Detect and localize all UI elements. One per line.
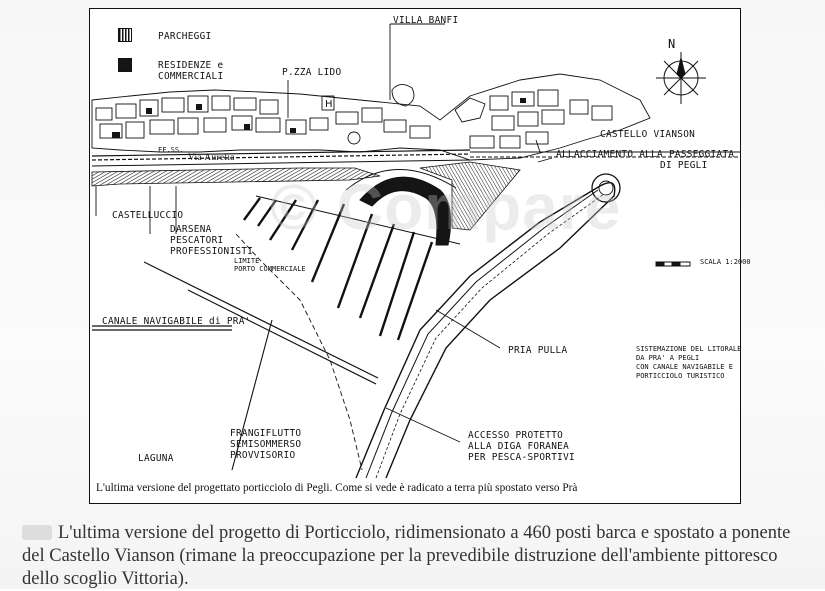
legend-residenze-text: RESIDENZE e COMMERCIALI <box>158 60 224 82</box>
svg-text:H: H <box>325 99 333 110</box>
legend-residenze-label <box>158 60 223 82</box>
label-laguna: LAGUNA <box>138 453 174 464</box>
label-scala: SCALA 1:2000 <box>700 258 751 266</box>
sistemazione-line: SISTEMAZIONE DEL LITORALE <box>636 345 742 353</box>
label-villa-banfi: VILLA BANFI <box>393 15 459 26</box>
watermark: © Compare <box>270 171 622 243</box>
label-accesso-3: PER PESCA-SPORTIVI <box>468 452 575 463</box>
label-castello-vianson: CASTELLO VIANSON <box>600 129 696 140</box>
label-allacciamento-1: ALLACCIAMENTO ALLA PASSEGGIATA <box>556 149 735 160</box>
label-canale: CANALE NAVIGABILE di PRA' <box>102 316 251 327</box>
label-darsena-1: DARSENA <box>170 224 212 235</box>
label-frangiflutto-2: SEMISOMMERSO <box>230 439 302 450</box>
label-darsena-3: PROFESSIONISTI <box>170 246 254 257</box>
legend-parcheggi-label: PARCHEGGI <box>158 31 212 42</box>
legend-residenze-swatch <box>118 58 132 72</box>
leader-lines <box>96 24 552 442</box>
compass-icon <box>656 52 706 104</box>
label-north: N <box>668 37 676 51</box>
beach-strip <box>92 168 380 186</box>
label-accesso-2: ALLA DIGA FORANEA <box>468 441 570 452</box>
label-ff-ss: FF.SS. <box>158 146 184 154</box>
body-paragraph-text: L'ultima versione del progetto di Porticciolo, ridimensionato a 460 posti barca e spostato a ponente del Castello Vianson (rimane la preoccupazione per la prevedibile distruzione dell'ambiente pittoresco dello scoglio Vittoria). <box>22 523 791 589</box>
legend-parcheggi-swatch <box>118 28 132 42</box>
label-limite-2: PORTO COMMERCIALE <box>234 265 306 273</box>
figure-caption: L'ultima versione del progettato porticciolo di Pegli. Come si vede è radicato a terra più spostato verso Prà <box>96 482 578 494</box>
label-pria-pulla: PRIA PULLA <box>508 345 568 356</box>
label-darsena-2: PESCATORI <box>170 235 224 246</box>
label-castelluccio: CASTELLUCCIO <box>112 210 184 221</box>
label-frangiflutto-1: FRANGIFLUTTO <box>230 428 302 439</box>
label-frangiflutto-3: PROVVISORIO <box>230 450 296 461</box>
label-via-aurelia: Via Aurelia <box>188 153 235 163</box>
label-accesso-1: ACCESSO PROTETTO <box>468 430 564 441</box>
body-paragraph <box>22 522 812 591</box>
sistemazione-line: PORTICCIOLO TURISTICO <box>636 372 725 380</box>
redaction-mark <box>22 525 52 540</box>
sistemazione-line: CON CANALE NAVIGABILE E <box>636 363 733 371</box>
label-allacciamento-2: DI PEGLI <box>660 160 708 171</box>
sistemazione-line: DA PRA' A PEGLI <box>636 354 700 362</box>
scale-bar <box>656 262 690 266</box>
marina-arc-building <box>360 177 451 245</box>
label-limite-1: LIMITE <box>234 257 260 265</box>
label-pzza-lido: P.ZZA LIDO <box>282 67 342 78</box>
